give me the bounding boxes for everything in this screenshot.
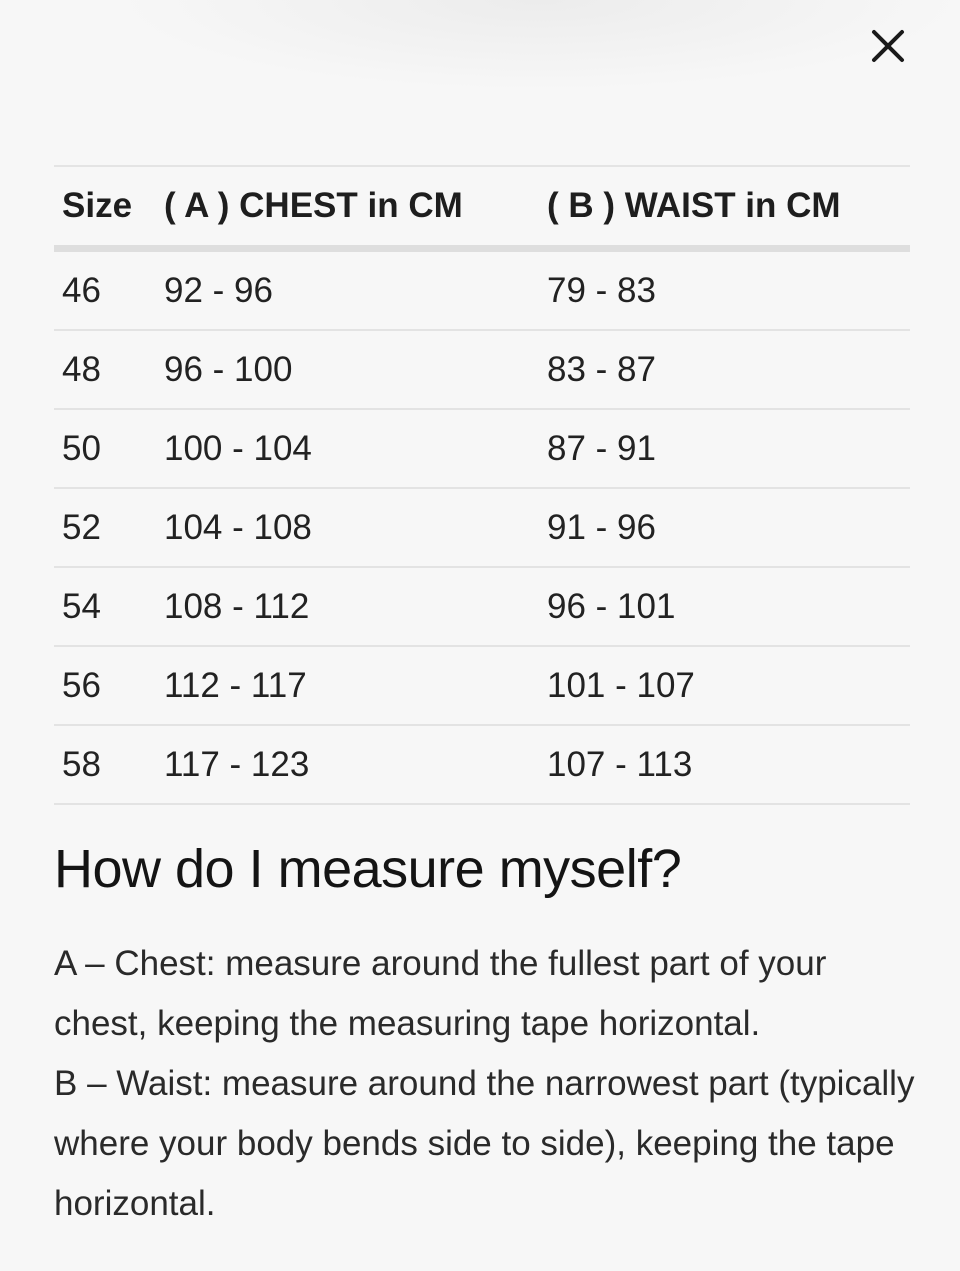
size-table — [54, 165, 910, 805]
cell-size: 56 — [54, 646, 156, 725]
close-icon — [866, 24, 910, 68]
measure-guide-text — [54, 934, 924, 1234]
cell-waist: 101 - 107 — [539, 646, 910, 725]
cell-chest: 100 - 104 — [156, 409, 539, 488]
cell-waist: 83 - 87 — [539, 330, 910, 409]
header-size: Size — [54, 166, 156, 249]
table-row — [54, 725, 910, 804]
cell-size: 54 — [54, 567, 156, 646]
cell-chest: 112 - 117 — [156, 646, 539, 725]
cell-chest: 117 - 123 — [156, 725, 539, 804]
cell-size: 58 — [54, 725, 156, 804]
table-row — [54, 249, 910, 331]
table-header-row — [54, 166, 910, 249]
waist-instruction: B – Waist: measure around the narrowest part (typically where your body bends side to side), keeping the tape horizontal. — [54, 1064, 915, 1223]
cell-chest: 96 - 100 — [156, 330, 539, 409]
close-button[interactable] — [866, 24, 910, 68]
cell-waist: 96 - 101 — [539, 567, 910, 646]
cell-waist: 107 - 113 — [539, 725, 910, 804]
chest-instruction: A – Chest: measure around the fullest part of your chest, keeping the measuring tape horizontal. — [54, 944, 827, 1043]
cell-size: 46 — [54, 249, 156, 331]
header-waist: ( B ) WAIST in CM — [539, 166, 910, 249]
header-chest: ( A ) CHEST in CM — [156, 166, 539, 249]
cell-size: 52 — [54, 488, 156, 567]
cell-chest: 92 - 96 — [156, 249, 539, 331]
cell-size: 50 — [54, 409, 156, 488]
table-row — [54, 488, 910, 567]
cell-waist: 87 - 91 — [539, 409, 910, 488]
table-row — [54, 646, 910, 725]
measure-guide-title: How do I measure myself? — [54, 839, 682, 899]
cell-size: 48 — [54, 330, 156, 409]
table-row — [54, 567, 910, 646]
cell-waist: 91 - 96 — [539, 488, 910, 567]
cell-chest: 108 - 112 — [156, 567, 539, 646]
table-row — [54, 330, 910, 409]
cell-chest: 104 - 108 — [156, 488, 539, 567]
table-row — [54, 409, 910, 488]
cell-waist: 79 - 83 — [539, 249, 910, 331]
